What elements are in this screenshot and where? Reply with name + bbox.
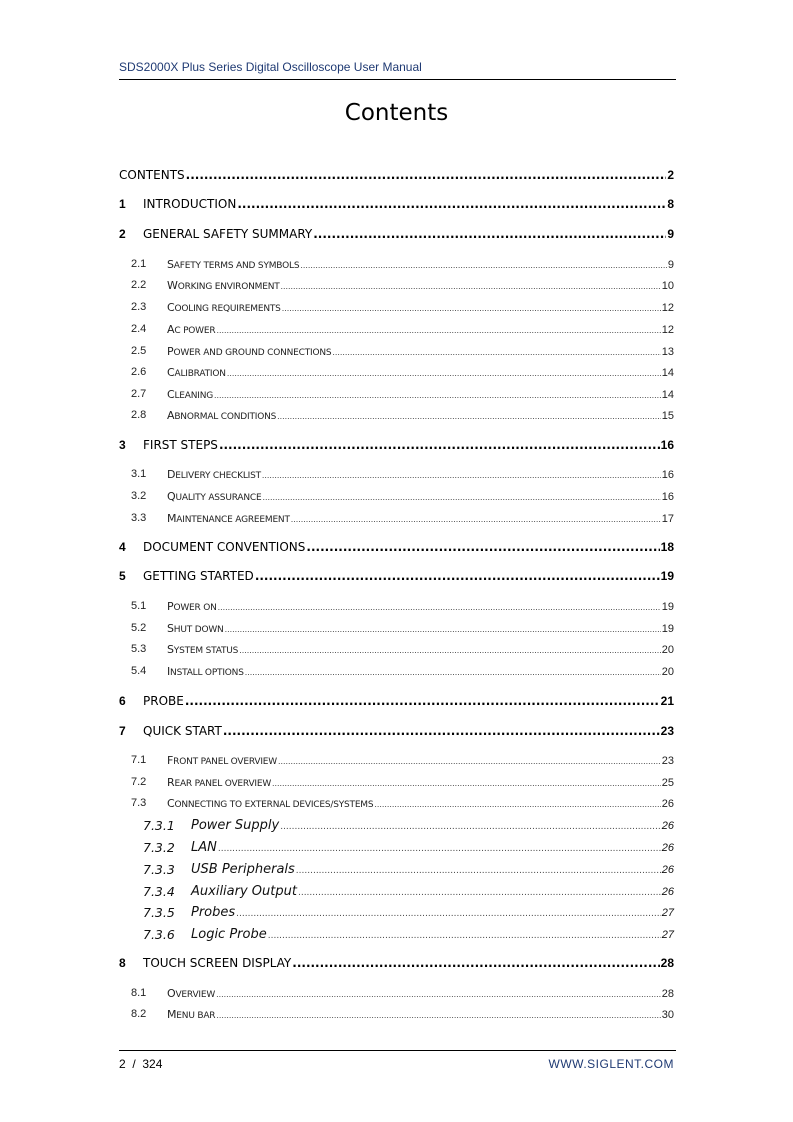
toc-dot-leader bbox=[374, 799, 660, 809]
toc-entry-label: INTRODUCTION bbox=[143, 197, 237, 211]
toc-entry-label: POWER ON bbox=[167, 600, 217, 613]
toc-entry-page: 26 bbox=[661, 798, 674, 810]
header-title: SDS2000X Plus Series Digital Oscilloscope User Manual bbox=[119, 60, 422, 74]
toc-entry[interactable] bbox=[143, 927, 674, 942]
toc-entry-label: USB Peripherals bbox=[191, 862, 295, 877]
toc-entry-page: 26 bbox=[661, 886, 674, 898]
toc-dot-leader bbox=[216, 989, 661, 999]
toc-entry-page: 16 bbox=[660, 438, 674, 452]
toc-entry-number: 3 bbox=[119, 438, 126, 452]
toc-entry-page: 27 bbox=[661, 929, 674, 941]
toc-entry-page: 12 bbox=[661, 324, 674, 336]
toc-entry-number: 7.3.2 bbox=[143, 840, 175, 855]
toc-entry[interactable] bbox=[131, 1008, 674, 1021]
toc-entry-label: Probes bbox=[191, 905, 236, 920]
toc-entry[interactable] bbox=[131, 987, 674, 1000]
toc-entry-page: 2 bbox=[667, 168, 674, 182]
toc-dot-leader bbox=[223, 724, 660, 738]
toc-entry-page: 28 bbox=[661, 988, 674, 1000]
toc-entry[interactable] bbox=[119, 694, 674, 708]
toc-entry-number: 4 bbox=[119, 540, 126, 554]
toc-entry-number: 1 bbox=[119, 197, 126, 211]
toc-entry-number: 3.2 bbox=[131, 490, 147, 502]
toc-entry-page: 21 bbox=[660, 694, 674, 708]
toc-dot-leader bbox=[218, 602, 661, 612]
toc-entry-number: 3.3 bbox=[131, 512, 147, 524]
toc-entry-page: 30 bbox=[661, 1009, 674, 1021]
toc-entry[interactable] bbox=[131, 323, 674, 336]
toc-entry[interactable] bbox=[131, 512, 674, 525]
toc-entry[interactable] bbox=[131, 643, 674, 656]
toc-entry-label: LAN bbox=[191, 840, 217, 855]
toc-dot-leader bbox=[225, 624, 661, 634]
toc-entry-page: 9 bbox=[667, 227, 674, 241]
toc-dot-leader bbox=[291, 514, 661, 524]
toc-entry[interactable] bbox=[119, 569, 674, 583]
toc-entry-page: 26 bbox=[661, 820, 674, 832]
toc-entry-page: 15 bbox=[661, 410, 674, 422]
toc-entry-page: 14 bbox=[661, 389, 674, 401]
toc-entry[interactable] bbox=[143, 840, 674, 855]
toc-entry-number: 5.1 bbox=[131, 600, 147, 612]
toc-entry[interactable] bbox=[131, 301, 674, 314]
toc-dot-leader bbox=[296, 866, 661, 876]
toc-entry-page: 14 bbox=[661, 367, 674, 379]
toc-entry-number: 6 bbox=[119, 694, 126, 708]
toc-entry-number: 5 bbox=[119, 569, 126, 583]
toc-entry-number: 7 bbox=[119, 724, 126, 738]
toc-entry-number: 8.1 bbox=[131, 987, 147, 999]
toc-entry-label: FRONT PANEL OVERVIEW bbox=[167, 754, 277, 767]
toc-entry-number: 7.3.5 bbox=[143, 905, 175, 920]
toc-entry-page: 8 bbox=[667, 197, 674, 211]
toc-entry-label: AC POWER bbox=[167, 323, 216, 336]
page-title: Contents bbox=[344, 100, 449, 126]
toc-entry-label: POWER AND GROUND CONNECTIONS bbox=[167, 345, 332, 358]
toc-entry-number: 2.1 bbox=[131, 258, 147, 270]
toc-entry[interactable] bbox=[131, 600, 674, 613]
footer-website: WWW.SIGLENT.COM bbox=[548, 1057, 674, 1071]
toc-entry-number: 8.2 bbox=[131, 1008, 147, 1020]
toc-entry[interactable] bbox=[119, 956, 674, 970]
toc-dot-leader bbox=[268, 931, 661, 941]
toc-entry-label: REAR PANEL OVERVIEW bbox=[167, 776, 272, 789]
toc-dot-leader bbox=[218, 844, 661, 854]
toc-entry[interactable] bbox=[131, 388, 674, 401]
toc-entry-label: CONNECTING TO EXTERNAL DEVICES/SYSTEMS bbox=[167, 797, 374, 810]
toc-dot-leader bbox=[245, 667, 661, 677]
toc-entry-label: PROBE bbox=[143, 694, 184, 708]
toc-dot-leader bbox=[280, 822, 661, 832]
toc-entry-page: 26 bbox=[661, 864, 674, 876]
toc-entry[interactable] bbox=[131, 279, 674, 292]
toc-entry[interactable] bbox=[143, 862, 674, 877]
toc-entry-label: CALIBRATION bbox=[167, 366, 226, 379]
toc-entry-number: 8 bbox=[119, 956, 126, 970]
toc-entry[interactable] bbox=[131, 409, 674, 422]
toc-dot-leader bbox=[277, 411, 661, 421]
toc-entry-label: SAFETY TERMS AND SYMBOLS bbox=[167, 258, 300, 271]
toc-entry-page: 16 bbox=[661, 469, 674, 481]
toc-entry-number: 7.2 bbox=[131, 776, 147, 788]
toc-entry[interactable] bbox=[143, 884, 674, 899]
toc-entry-label: SYSTEM STATUS bbox=[167, 643, 239, 656]
toc-entry-label: Logic Probe bbox=[191, 927, 267, 942]
toc-entry-number: 7.3.1 bbox=[143, 818, 175, 833]
toc-dot-leader bbox=[214, 390, 661, 400]
toc-entry-page: 20 bbox=[661, 666, 674, 678]
toc-entry[interactable] bbox=[143, 818, 674, 833]
toc-entry-page: 13 bbox=[661, 346, 674, 358]
toc-entry-label: TOUCH SCREEN DISPLAY bbox=[143, 956, 292, 970]
toc-dot-leader bbox=[239, 645, 661, 655]
toc-entry-number: 2 bbox=[119, 227, 126, 241]
toc-entry-label: MENU BAR bbox=[167, 1008, 216, 1021]
toc-entry-label: OVERVIEW bbox=[167, 987, 216, 1000]
toc-entry-label: Auxiliary Output bbox=[191, 884, 297, 899]
toc-entry-page: 18 bbox=[660, 540, 674, 554]
toc-entry-page: 23 bbox=[660, 724, 674, 738]
toc-entry-label: Power Supply bbox=[191, 818, 280, 833]
toc-dot-leader bbox=[216, 1010, 660, 1020]
toc-dot-leader bbox=[282, 303, 661, 313]
toc-dot-leader bbox=[278, 756, 661, 766]
toc-entry[interactable] bbox=[131, 754, 674, 767]
toc-entry[interactable] bbox=[131, 468, 674, 481]
toc-dot-leader bbox=[300, 260, 667, 270]
toc-entry-label: GENERAL SAFETY SUMMARY bbox=[143, 227, 313, 241]
toc-entry-number: 2.6 bbox=[131, 366, 147, 378]
footer-page-number: 2 / 324 bbox=[119, 1057, 163, 1071]
toc-entry[interactable] bbox=[119, 540, 674, 554]
toc-entry-page: 19 bbox=[661, 623, 674, 635]
toc-entry-page: 25 bbox=[661, 777, 674, 789]
toc-entry-label: QUICK START bbox=[143, 724, 222, 738]
toc-entry-label: INSTALL OPTIONS bbox=[167, 665, 244, 678]
toc-dot-leader bbox=[186, 168, 667, 182]
toc-dot-leader bbox=[332, 347, 660, 357]
toc-entry[interactable] bbox=[131, 665, 674, 678]
toc-entry-label: WORKING ENVIRONMENT bbox=[167, 279, 280, 292]
toc-entry-number: 7.3.3 bbox=[143, 862, 175, 877]
toc-dot-leader bbox=[219, 438, 660, 452]
toc-entry[interactable] bbox=[131, 776, 674, 789]
toc-entry-number: 5.4 bbox=[131, 665, 147, 677]
toc-dot-leader bbox=[292, 956, 659, 970]
toc-entry[interactable] bbox=[131, 258, 674, 271]
toc-entry-number: 7.3 bbox=[131, 797, 147, 809]
toc-dot-leader bbox=[306, 540, 659, 554]
toc-entry[interactable] bbox=[119, 168, 674, 182]
toc-dot-leader bbox=[185, 694, 660, 708]
toc-entry-page: 16 bbox=[661, 491, 674, 503]
toc-dot-leader bbox=[236, 909, 661, 919]
toc-entry[interactable] bbox=[131, 366, 674, 379]
toc-entry-page: 17 bbox=[661, 513, 674, 525]
toc-entry-page: 19 bbox=[661, 601, 674, 613]
toc-entry[interactable] bbox=[131, 622, 674, 635]
toc-dot-leader bbox=[313, 227, 666, 241]
toc-entry-page: 9 bbox=[667, 259, 674, 271]
toc-entry-label: GETTING STARTED bbox=[143, 569, 254, 583]
toc-entry[interactable] bbox=[119, 197, 674, 211]
toc-entry-label: MAINTENANCE AGREEMENT bbox=[167, 512, 290, 525]
toc-entry[interactable] bbox=[119, 724, 674, 738]
toc-entry-page: 20 bbox=[661, 644, 674, 656]
toc-entry-number: 2.7 bbox=[131, 388, 147, 400]
toc-entry-number: 7.3.6 bbox=[143, 927, 175, 942]
toc-entry[interactable] bbox=[131, 797, 674, 810]
toc-dot-leader bbox=[237, 197, 666, 211]
toc-entry-number: 2.3 bbox=[131, 301, 147, 313]
toc-entry-number: 7.1 bbox=[131, 754, 147, 766]
toc-entry[interactable] bbox=[143, 905, 674, 920]
footer-divider bbox=[119, 1050, 676, 1051]
toc-entry-label: DELIVERY CHECKLIST bbox=[167, 468, 261, 481]
toc-entry-page: 19 bbox=[660, 569, 674, 583]
toc-entry-label: SHUT DOWN bbox=[167, 622, 224, 635]
toc-dot-leader bbox=[255, 569, 660, 583]
toc-entry-label: DOCUMENT CONVENTIONS bbox=[143, 540, 306, 554]
toc-entry-label: QUALITY ASSURANCE bbox=[167, 490, 262, 503]
toc-dot-leader bbox=[216, 325, 660, 335]
toc-entry-number: 2.2 bbox=[131, 279, 147, 291]
toc-entry-label: FIRST STEPS bbox=[143, 438, 218, 452]
toc-dot-leader bbox=[227, 368, 661, 378]
toc-entry-page: 10 bbox=[661, 280, 674, 292]
toc-entry-label: CLEANING bbox=[167, 388, 214, 401]
toc-entry-page: 28 bbox=[660, 956, 674, 970]
toc-entry-page: 26 bbox=[661, 842, 674, 854]
toc-dot-leader bbox=[262, 470, 661, 480]
toc-entry-page: 12 bbox=[661, 302, 674, 314]
toc-dot-leader bbox=[298, 888, 661, 898]
toc-entry[interactable] bbox=[119, 227, 674, 241]
toc-entry-number: 5.2 bbox=[131, 622, 147, 634]
toc-dot-leader bbox=[281, 281, 661, 291]
toc-entry-label: ABNORMAL CONDITIONS bbox=[167, 409, 277, 422]
toc-entry[interactable] bbox=[119, 438, 674, 452]
toc-entry-number: 2.8 bbox=[131, 409, 147, 421]
toc-entry-page: 23 bbox=[661, 755, 674, 767]
toc-dot-leader bbox=[272, 778, 661, 788]
toc-entry-label: COOLING REQUIREMENTS bbox=[167, 301, 281, 314]
toc-dot-leader bbox=[262, 492, 660, 502]
toc-entry[interactable] bbox=[131, 345, 674, 358]
toc-entry-number: 5.3 bbox=[131, 643, 147, 655]
toc-entry-number: 3.1 bbox=[131, 468, 147, 480]
toc-entry-page: 27 bbox=[661, 907, 674, 919]
toc-entry-number: 2.4 bbox=[131, 323, 147, 335]
toc-entry-number: 2.5 bbox=[131, 345, 147, 357]
toc-entry-label: CONTENTS bbox=[119, 168, 185, 182]
toc-entry-number: 7.3.4 bbox=[143, 884, 175, 899]
toc-entry[interactable] bbox=[131, 490, 674, 503]
